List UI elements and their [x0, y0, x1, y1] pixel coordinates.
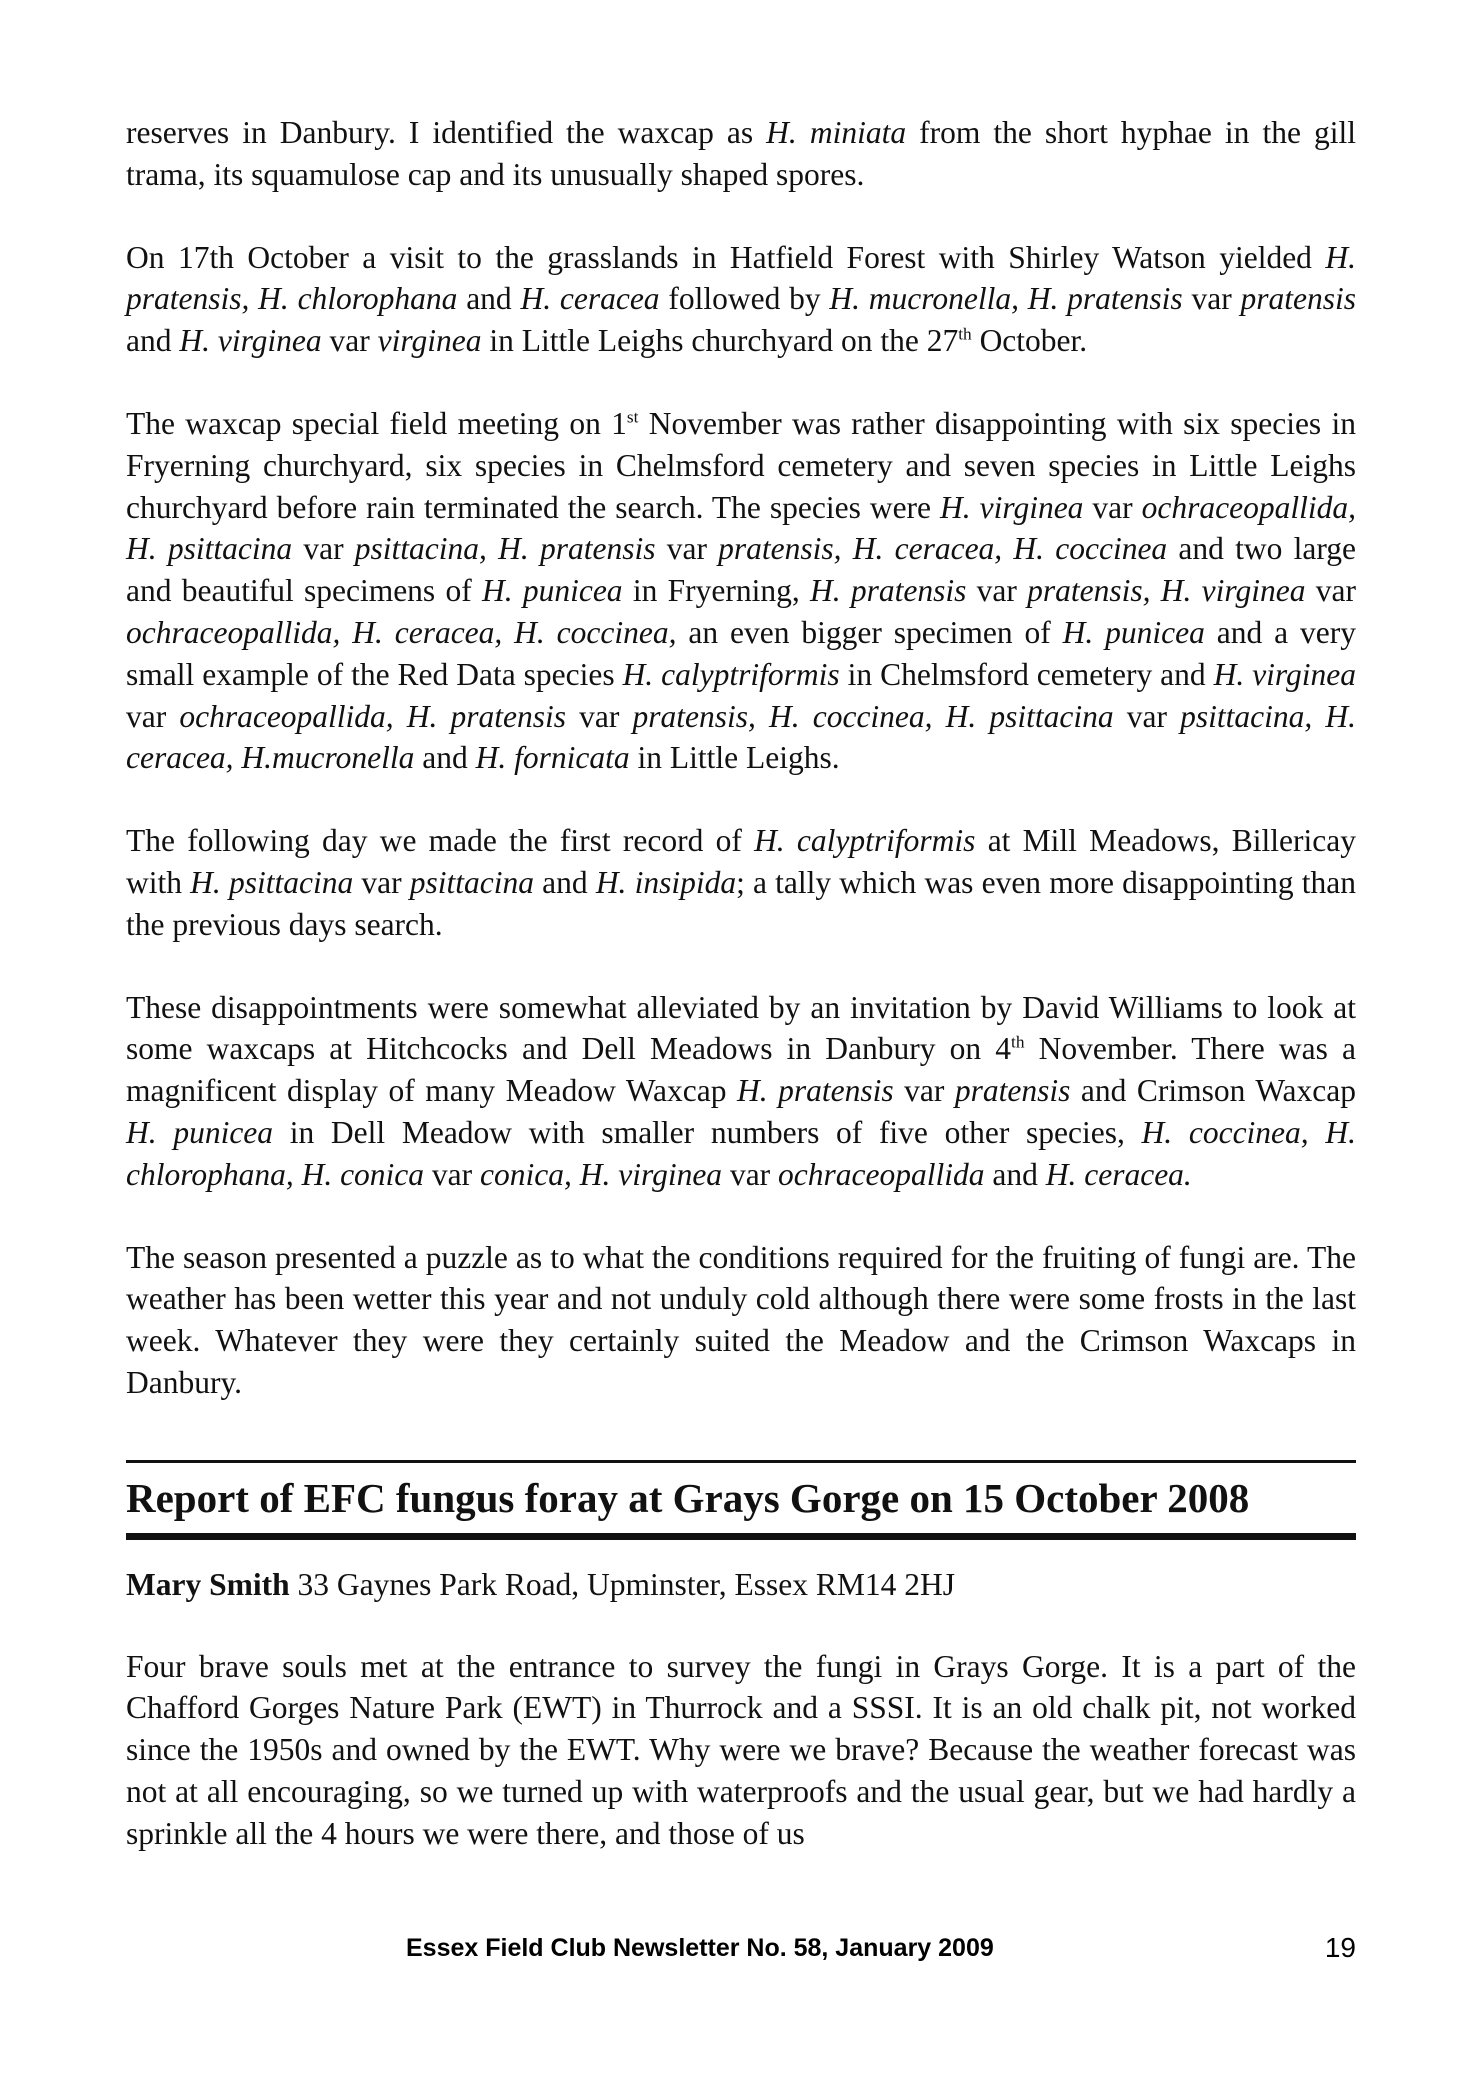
paragraph-mill-meadows: The following day we made the first record of H. calyptriformis at Mill Meadows, Billericay with H. psittacina var psittacina and H. insipida; a tally which was even more disappointing than the previous days search.: [126, 823, 1356, 942]
paragraph-dell-meadows: These disappointments were somewhat alleviated by an invitation by David Williams to look at some waxcaps at Hitchcocks and Dell Meadows in Danbury on 4th November. There was a magnificent display of many Meadow Waxcap H. pratensis var pratensis and Crimson Waxcap H. punicea in Dell Meadow with smaller numbers of five other species, H. coccinea, H. chlorophana, H. conica var conica, H. virginea var ochraceopallida and H. ceracea.: [126, 989, 1357, 1192]
author-byline: [126, 1564, 1356, 1606]
author-name: Mary Smith: [126, 1566, 290, 1602]
paragraph-hatfield-forest: On 17th October a visit to the grasslands in Hatfield Forest with Shirley Watson yielded H. pratensis, H. chlorophana and H. ceracea followed by H. mucronella, H. pratensis var pratensis and H. virginea var virginea in Little Leighs churchyard on the 27th October.: [126, 239, 1356, 359]
paragraph-danbury-miniata: reserves in Danbury. I identified the waxcap as H. miniata from the short hyphae in the gill trama, its squamulose cap and its unusually shaped spores.: [126, 115, 1356, 192]
section-heading: Report of EFC fungus foray at Grays Gorge on 15 October 2008: [126, 1460, 1356, 1540]
newsletter-title: Essex Field Club Newsletter No. 58, January 2009: [406, 1934, 994, 1962]
paragraph-waxcap-field-meeting: The waxcap special field meeting on 1st November was rather disappointing with six species in Fryerning churchyard, six species in Chelmsford cemetery and seven species in Little Leighs churchyard before rain terminated the search. The species were H. virginea var ochraceopallida, H. psittacina var psittacina, H. pratensis var pratensis, H. ceracea, H. coccinea and two large and beautiful specimens of H. punicea in Fryerning, H. pratensis var pratensis, H. virginea var ochraceopallida, H. ceracea, H. coccinea, an even bigger specimen of H. punicea and a very small example of the Red Data species H. calyptriformis in Chelmsford cemetery and H. virginea var ochraceopallida, H. pratensis var pratensis, H. coccinea, H. psittacina var psittacina, H. ceracea, H.mucronella and H. fornicata in Little Leighs.: [126, 405, 1356, 776]
author-address: 33 Gaynes Park Road, Upminster, Essex RM14 2HJ: [289, 1566, 956, 1602]
paragraph-grays-gorge: Four brave souls met at the entrance to survey the fungi in Grays Gorge. It is a part of the Chafford Gorges Nature Park (EWT) in Thurrock and a SSSI. It is an old chalk pit, not worked since the 1950s and owned by the EWT. Why were we brave? Because the weather forecast was not at all encouraging, so we turned up with waterproofs and the usual gear, but we had hardly a sprinkle all the 4 hours we were there, and those of us: [126, 1648, 1356, 1851]
page-footer: [126, 1930, 1356, 1970]
page-number: 19: [1324, 1932, 1356, 1963]
page-body: [126, 112, 1356, 1855]
paragraph-season-puzzle: The season presented a puzzle as to what the conditions required for the fruiting of fungi are. The weather has been wetter this year and not unduly cold although there were some frosts in the last week. Whatever they were they certainly suited the Meadow and the Crimson Waxcaps in Danbury.: [126, 1239, 1356, 1400]
